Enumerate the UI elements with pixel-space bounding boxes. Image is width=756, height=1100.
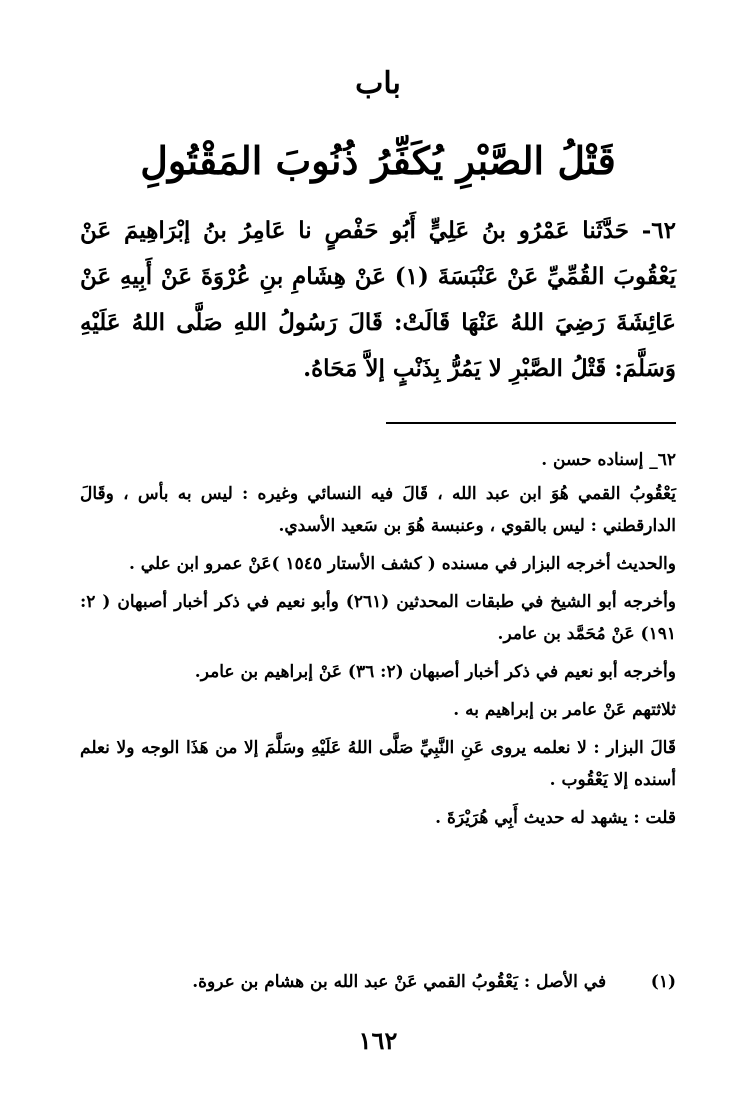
note-takhrij-bazzar: والحديث أخرجه البزار في مسنده ( كشف الأستار ١٥٤٥ )عَنْ عمرو ابن علي . — [128, 554, 676, 574]
note-takhrij-abu-shaykh: وأخرجه أبو الشيخ في طبقات المحدثين (٢٦١) وأبو نعيم في ذكر أخبار أصبهان ( ٢: ١٩١) عَنْ مُحَمَّد بن عامر. — [80, 592, 677, 644]
footnote-text: في الأصل : يَعْقُوبُ القمي عَنْ عبد الله بن هشام بن عروة. — [192, 972, 607, 992]
note-isnad: ٦٢_ إسناده حسن . — [541, 450, 676, 470]
section-title: قَتْلُ الصَّبْرِ يُكَفِّرُ ذُنُوبَ المَقْتُولِ — [140, 138, 616, 183]
hadith-text: ٦٢- حَدَّثَنا عَمْرُو بنُ عَلِيٍّ أَبُو حَفْصٍ نا عَامِرُ بنُ إبْرَاهِيمَ عَنْ يَعْقُوبَ القُمِّيِّ عَنْ عَنْبَسَةَ (١) عَنْ هِشَامِ بنِ عُرْوَةَ عَنْ أَبِيهِ عَنْ عَائِشَةَ رَضِيَ اللهُ عَنْهَا قَالَتْ: قَالَ رَسُولُ اللهِ صَلَّى اللهُ عَلَيْهِ وَسَلَّمَ: قَتْلُ الصَّبْرِ لا يَمُرُّ بِذَنْبٍ إلاَّ مَحَاهُ. — [80, 217, 676, 382]
footnote — [80, 966, 676, 998]
note-takhrij-abu-nuaym: وأخرجه أبو نعيم في ذكر أخبار أصبهان (٢: ٣٦) عَنْ إبراهيم بن عامر. — [194, 662, 676, 682]
note-bazzar-comment: قَالَ البزار : لا نعلمه يروى عَنِ النَّبِيِّ صَلَّى اللهُ عَلَيْهِ وسَلَّمَ إلا من هَذَا الوجه ولا نعلم أسنده إلا يَعْقُوب . — [80, 738, 676, 790]
note-all-three: ثلاثتهم عَنْ عامر بن إبراهيم به . — [453, 700, 676, 720]
page-number: ١٦٢ — [358, 1026, 398, 1055]
commentary — [80, 444, 676, 840]
note-narrator: يَعْقُوبُ القمي هُوَ ابن عبد الله ، قَالَ فيه النسائي وغيره : ليس به بأس ، وقَالَ الدارقطني : ليس بالقوي ، وعنبسة هُوَ بن سَعيد الأسدي. — [80, 484, 676, 536]
footnote-divider — [386, 422, 676, 424]
note-shahid: قلت : يشهد له حديث أَبِي هُرَيْرَةَ . — [435, 808, 676, 828]
footnote-number: (١) — [650, 972, 676, 992]
chapter-heading: باب — [355, 66, 401, 101]
